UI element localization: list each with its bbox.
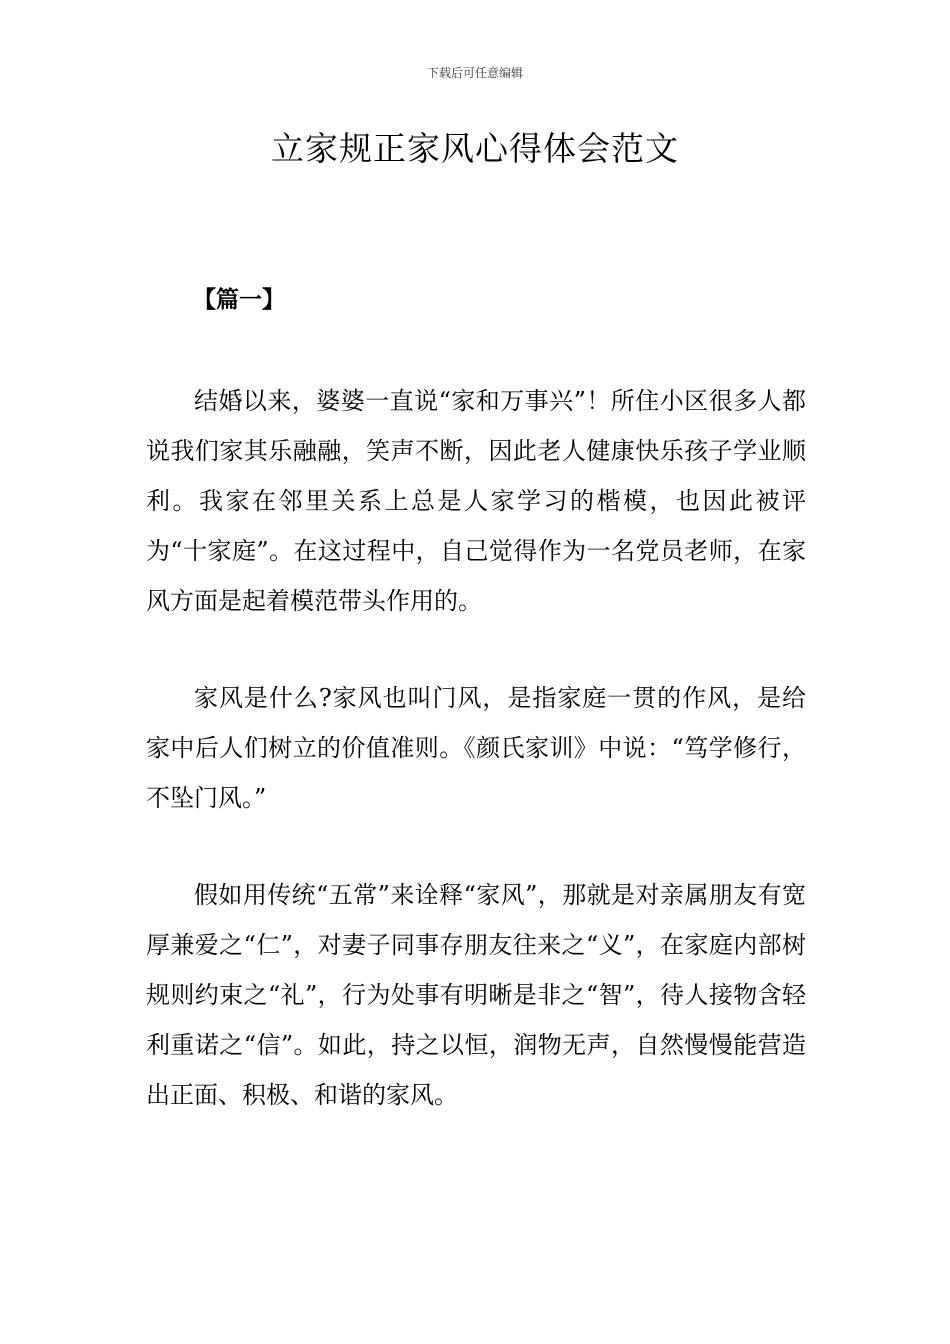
document-title: 立家规正家风心得体会范文 [271,129,679,168]
paragraph-3: 假如用传统“五常”来诠释“家风”，那就是对亲属朋友有宽厚兼爱之“仁”，对妻子同事存朋友往来之“义”，在家庭内部树规则约束之“礼”，行为处事有明晰是非之“智”，待人接物含轻利重诺之“信”。如此，持之以恒，润物无声，自然慢慢能营造出正面、积极、和谐的家风。 [146,881,806,1109]
section-label: 【篇一】 [193,287,285,313]
paragraph-2: 家风是什么?家风也叫门风，是指家庭一贯的作风，是给家中后人们树立的价值准则。《颜氏家训》中说：“笃学修行，不坠门风。” [146,684,806,812]
paragraph-1: 结婚以来，婆婆一直说“家和万事兴”！所住小区很多人都说我们家其乐融融，笑声不断，因此老人健康快乐孩子学业顺利。我家在邻里关系上总是人家学习的楷模，也因此被评为“十家庭”。在这过程中，自己觉得作为一名党员老师，在家风方面是起着模范带头作用的。 [146,387,806,615]
header-note: 下载后可任意编辑 [426,66,523,80]
